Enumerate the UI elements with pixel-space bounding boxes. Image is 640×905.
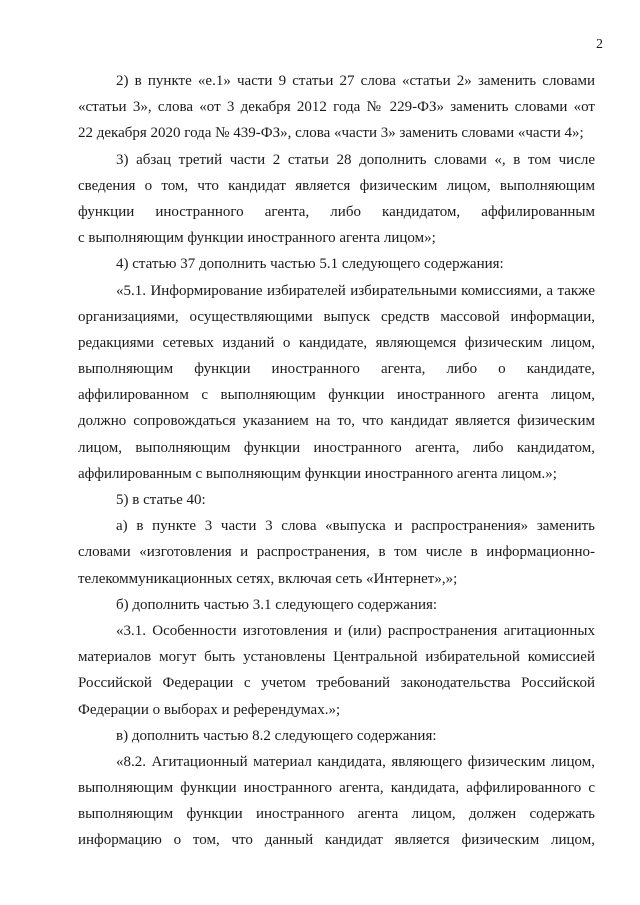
text-line: Российской Федерации с учетом требований законодательства Российской xyxy=(78,675,595,692)
page-number: 2 xyxy=(596,37,603,52)
text-line: с выполняющим функции иностранного агента лицом»; xyxy=(78,230,436,247)
text-line: выполняющим функции иностранного агента, кандидата, аффилированного с xyxy=(78,780,595,797)
paragraph-item-4 xyxy=(78,251,595,277)
text-line: б) дополнить частью 3.1 следующего содержания: xyxy=(116,596,438,613)
text-line: выполняющим функции иностранного агента лицом, должен содержать xyxy=(78,806,595,823)
text-line: должно сопровождаться указанием на то, что кандидат является физическим xyxy=(78,413,595,430)
text-line: лицом, выполняющим функции иностранного агента, либо кандидатом, xyxy=(78,439,595,456)
quoted-part-8-2 xyxy=(78,749,595,854)
text-line: 3) абзац третий части 2 статьи 28 дополнить словами «, в том числе xyxy=(116,151,595,168)
text-line: материалов могут быть установлены Центральной избирательной комиссией xyxy=(78,649,595,666)
text-line: 2) в пункте «е.1» части 9 статьи 27 слова «статьи 2» заменить словами xyxy=(116,73,595,89)
text-line: «статьи 3», слова «от 3 декабря 2012 года № 229-ФЗ» заменить словами «от xyxy=(78,99,595,116)
text-line: 4) статью 37 дополнить частью 5.1 следующего содержания: xyxy=(116,256,504,273)
quoted-part-3-1 xyxy=(78,618,595,723)
text-line: а) в пункте 3 части 3 слова «выпуска и распространения» заменить xyxy=(116,518,595,535)
text-line: аффилированным с выполняющим функции иностранного агента лицом.»; xyxy=(78,465,557,482)
text-line: аффилированном с выполняющим функции иностранного агента лицом, xyxy=(78,387,595,404)
paragraph-item-3 xyxy=(78,147,595,252)
text-line: функции иностранного агента, либо кандидатом, аффилированным xyxy=(78,203,595,220)
text-line: 5) в статье 40: xyxy=(116,492,206,508)
text-line: 22 декабря 2020 года № 439-ФЗ», слова «части 3» заменить словами «части 4»; xyxy=(78,125,584,142)
subitem-b xyxy=(78,592,595,618)
text-line: редакциями сетевых изданий о кандидате, являющемся физическим лицом, xyxy=(78,334,595,351)
document-body xyxy=(78,68,595,854)
text-line: «3.1. Особенности изготовления и (или) распространения агитационных xyxy=(116,622,595,639)
subitem-a xyxy=(78,513,595,592)
text-line: выполняющим функции иностранного агента, либо о кандидате, xyxy=(78,361,595,378)
paragraph-item-5 xyxy=(78,487,595,513)
text-line: организациями, осуществляющими выпуск средств массовой информации, xyxy=(78,308,595,325)
quoted-part-5-1 xyxy=(78,278,595,488)
text-line: сведения о том, что кандидат является физическим лицом, выполняющим xyxy=(78,177,595,194)
text-line: телекоммуникационных сетях, включая сеть «Интернет»,»; xyxy=(78,570,458,587)
text-line: «5.1. Информирование избирателей избирательными комиссиями, а также xyxy=(116,282,595,299)
subitem-v xyxy=(78,723,595,749)
text-line: в) дополнить частью 8.2 следующего содержания: xyxy=(116,727,437,744)
paragraph-item-2 xyxy=(78,68,595,147)
text-line: информацию о том, что данный кандидат является физическим лицом, xyxy=(78,832,595,849)
text-line: Федерации о выборах и референдумах.»; xyxy=(78,701,341,718)
text-line: «8.2. Агитационный материал кандидата, являющего физическим лицом, xyxy=(116,753,595,770)
text-line: словами «изготовления и распространения, в том числе в информационно- xyxy=(78,544,595,561)
